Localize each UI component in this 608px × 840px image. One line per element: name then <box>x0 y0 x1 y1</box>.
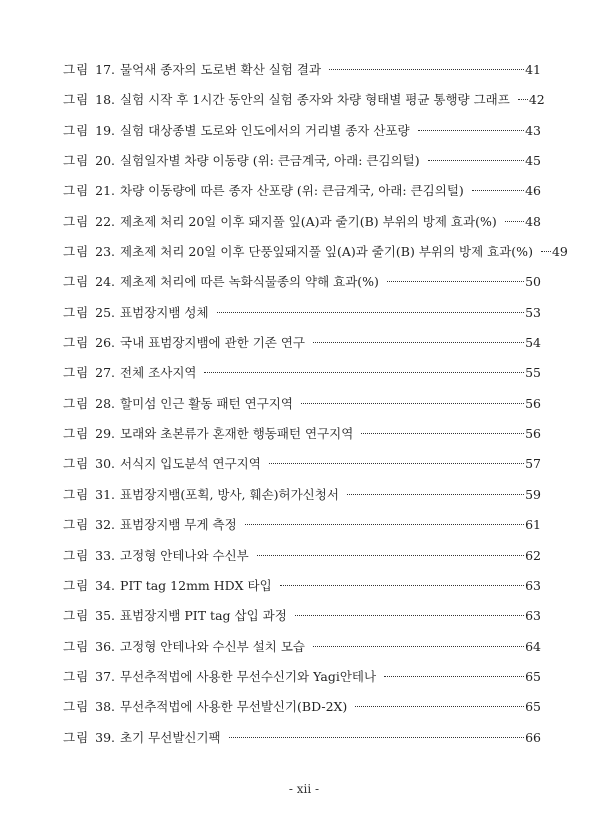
toc-entry[interactable] <box>63 89 545 119</box>
page-ref: 48 <box>525 213 541 229</box>
page-ref: 65 <box>525 699 541 715</box>
figure-number: 39. <box>95 729 116 745</box>
dot-leader <box>505 221 524 222</box>
dot-leader <box>204 372 524 373</box>
figure-prefix: 그림 <box>63 183 90 199</box>
entry-label <box>63 696 347 718</box>
figure-prefix: 그림 <box>63 274 90 290</box>
entry-label <box>63 59 321 81</box>
dot-leader <box>541 251 551 252</box>
toc-entry[interactable] <box>63 241 568 271</box>
figure-prefix: 그림 <box>63 638 90 654</box>
entry-label <box>63 575 272 597</box>
figure-title: 실험일자별 차량 이동량 (위: 큰금계국, 아래: 큰김의털) <box>120 153 420 169</box>
dot-leader <box>418 130 525 131</box>
page-ref: 57 <box>525 456 541 472</box>
entry-label <box>63 423 353 445</box>
page-ref: 54 <box>525 335 541 351</box>
entry-label <box>63 120 410 142</box>
entry-label <box>63 605 287 627</box>
figure-number: 31. <box>95 486 116 502</box>
toc-entry[interactable] <box>63 666 541 696</box>
figure-title: 무선추적법에 사용한 무선수신기와 Yagi안테나 <box>120 668 377 684</box>
dot-leader <box>295 615 524 616</box>
figure-number: 28. <box>95 395 116 411</box>
entry-label <box>63 727 221 749</box>
entry-label <box>63 271 379 293</box>
page-ref: 59 <box>525 486 541 502</box>
figure-number: 21. <box>95 183 116 199</box>
figure-title: 국내 표범장지뱀에 관한 기존 연구 <box>120 335 305 351</box>
figure-title: 제초제 처리 20일 이후 돼지풀 잎(A)과 줄기(B) 부위의 방제 효과(%) <box>120 213 497 229</box>
entry-label <box>63 545 249 567</box>
dot-leader <box>428 160 524 161</box>
toc-entry[interactable] <box>63 514 541 544</box>
figure-title: 제초제 처리에 따른 녹화식물종의 약해 효과(%) <box>120 274 379 290</box>
dot-leader <box>384 676 524 677</box>
figure-title: 표범장지뱀 PIT tag 삽입 과정 <box>120 608 287 624</box>
list-of-figures <box>63 59 568 757</box>
page-ref: 66 <box>525 729 541 745</box>
figure-prefix: 그림 <box>63 668 90 684</box>
dot-leader <box>355 706 524 707</box>
figure-number: 38. <box>95 699 116 715</box>
toc-entry[interactable] <box>63 423 541 453</box>
toc-entry[interactable] <box>63 545 541 575</box>
toc-entry[interactable] <box>63 332 541 362</box>
dot-leader <box>245 524 524 525</box>
figure-prefix: 그림 <box>63 153 90 169</box>
figure-number: 19. <box>95 122 116 138</box>
entry-label <box>63 89 510 111</box>
page-ref: 55 <box>525 365 541 381</box>
page-ref: 62 <box>525 547 541 563</box>
figure-prefix: 그림 <box>63 335 90 351</box>
toc-entry[interactable] <box>63 211 541 241</box>
figure-title: PIT tag 12mm HDX 타입 <box>120 577 272 593</box>
entry-label <box>63 302 209 324</box>
figure-prefix: 그림 <box>63 517 90 533</box>
page-ref: 63 <box>525 577 541 593</box>
dot-leader <box>257 555 524 556</box>
page-ref: 45 <box>525 153 541 169</box>
figure-number: 17. <box>95 62 116 77</box>
dot-leader <box>361 433 524 434</box>
figure-prefix: 그림 <box>63 92 90 108</box>
page-ref: 65 <box>525 668 541 684</box>
page-ref: 49 <box>551 244 568 260</box>
figure-number: 33. <box>95 547 116 563</box>
dot-leader <box>217 312 525 313</box>
entry-label <box>63 636 305 658</box>
figure-title: 전체 조사지역 <box>120 365 197 381</box>
figure-prefix: 그림 <box>63 486 90 502</box>
page-ref: 43 <box>525 122 541 138</box>
toc-entry[interactable] <box>63 362 541 392</box>
toc-entry[interactable] <box>63 180 541 210</box>
figure-title: 고정형 안테나와 수신부 설치 모습 <box>120 638 305 654</box>
toc-entry[interactable] <box>63 453 541 483</box>
figure-title: 표범장지뱀(포획, 방사, 훼손)허가신청서 <box>120 486 339 502</box>
toc-entry[interactable] <box>63 59 541 89</box>
dot-leader <box>280 585 524 586</box>
dot-leader <box>229 737 524 738</box>
page-ref: 50 <box>525 274 541 290</box>
toc-entry[interactable] <box>63 575 541 605</box>
figure-prefix: 그림 <box>63 729 90 745</box>
dot-leader <box>518 99 528 100</box>
toc-entry[interactable] <box>63 636 541 666</box>
figure-number: 29. <box>95 426 116 442</box>
toc-entry[interactable] <box>63 727 541 757</box>
figure-prefix: 그림 <box>63 547 90 563</box>
figure-prefix: 그림 <box>63 456 90 472</box>
page-ref: 63 <box>525 608 541 624</box>
page-ref: 64 <box>525 638 541 654</box>
dot-leader <box>313 342 524 343</box>
figure-title: 초기 무선발신기팩 <box>120 729 221 745</box>
figure-title: 무선추적법에 사용한 무선발신기(BD-2X) <box>120 699 348 715</box>
toc-entry[interactable] <box>63 120 541 150</box>
figure-title: 서식지 입도분석 연구지역 <box>120 456 261 472</box>
figure-prefix: 그림 <box>63 213 90 229</box>
figure-title: 실험 시작 후 1시간 동안의 실험 종자와 차량 형태별 평균 통행량 그래프 <box>120 92 510 108</box>
figure-prefix: 그림 <box>63 304 90 320</box>
figure-number: 23. <box>95 244 116 260</box>
entry-label <box>63 211 497 233</box>
figure-title: 고정형 안테나와 수신부 <box>120 547 249 563</box>
figure-number: 22. <box>95 213 116 229</box>
toc-entry[interactable] <box>63 696 541 726</box>
figure-number: 36. <box>95 638 116 654</box>
figure-prefix: 그림 <box>63 122 90 138</box>
figure-prefix: 그림 <box>63 62 90 77</box>
entry-label <box>63 150 420 172</box>
toc-entry[interactable] <box>63 150 541 180</box>
toc-entry[interactable] <box>63 605 541 635</box>
page-ref: 53 <box>525 304 541 320</box>
figure-number: 20. <box>95 153 116 169</box>
figure-number: 35. <box>95 608 116 624</box>
dot-leader <box>301 403 524 404</box>
figure-title: 표범장지뱀 성체 <box>120 304 209 320</box>
figure-prefix: 그림 <box>63 608 90 624</box>
toc-entry[interactable] <box>63 393 541 423</box>
figure-number: 26. <box>95 335 116 351</box>
figure-prefix: 그림 <box>63 577 90 593</box>
figure-title: 물억새 종자의 도로변 확산 실험 결과 <box>120 62 322 77</box>
figure-prefix: 그림 <box>63 244 90 260</box>
figure-prefix: 그림 <box>63 395 90 411</box>
dot-leader <box>472 190 524 191</box>
figure-number: 24. <box>95 274 116 290</box>
figure-prefix: 그림 <box>63 426 90 442</box>
page-ref: 56 <box>525 426 541 442</box>
figure-number: 27. <box>95 365 116 381</box>
dot-leader <box>329 69 524 70</box>
entry-label <box>63 453 261 475</box>
figure-prefix: 그림 <box>63 365 90 381</box>
page-ref: 42 <box>528 92 545 108</box>
figure-title: 제초제 처리 20일 이후 단풍잎돼지풀 잎(A)과 줄기(B) 부위의 방제 효과(%) <box>120 244 533 260</box>
figure-number: 30. <box>95 456 116 472</box>
toc-entry[interactable] <box>63 302 541 332</box>
toc-entry[interactable] <box>63 484 541 514</box>
dot-leader <box>347 494 524 495</box>
figure-number: 18. <box>95 92 116 108</box>
entry-label <box>63 241 533 263</box>
entry-label <box>63 362 196 384</box>
entry-label <box>63 393 293 415</box>
page-ref: 56 <box>525 395 541 411</box>
dot-leader <box>269 463 524 464</box>
figure-number: 37. <box>95 668 116 684</box>
figure-title: 할미섬 인근 활동 패턴 연구지역 <box>120 395 293 411</box>
figure-title: 표범장지뱀 무게 측정 <box>120 517 237 533</box>
figure-title: 모래와 초본류가 혼재한 행동패턴 연구지역 <box>120 426 354 442</box>
figure-prefix: 그림 <box>63 699 90 715</box>
page-number-footer: - xii - <box>288 782 320 796</box>
dot-leader <box>387 281 524 282</box>
figure-number: 25. <box>95 304 116 320</box>
figure-title: 차량 이동량에 따른 종자 산포량 (위: 큰금계국, 아래: 큰김의털) <box>120 183 464 199</box>
page-ref: 61 <box>525 517 541 533</box>
entry-label <box>63 514 237 536</box>
page-ref: 41 <box>525 62 541 77</box>
figure-number: 34. <box>95 577 116 593</box>
page-ref: 46 <box>525 183 541 199</box>
toc-entry[interactable] <box>63 271 541 301</box>
entry-label <box>63 332 305 354</box>
figure-title: 실험 대상종별 도로와 인도에서의 거리별 종자 산포량 <box>120 122 410 138</box>
entry-label <box>63 180 464 202</box>
entry-label <box>63 484 339 506</box>
entry-label <box>63 666 376 688</box>
dot-leader <box>313 646 524 647</box>
figure-number: 32. <box>95 517 116 533</box>
